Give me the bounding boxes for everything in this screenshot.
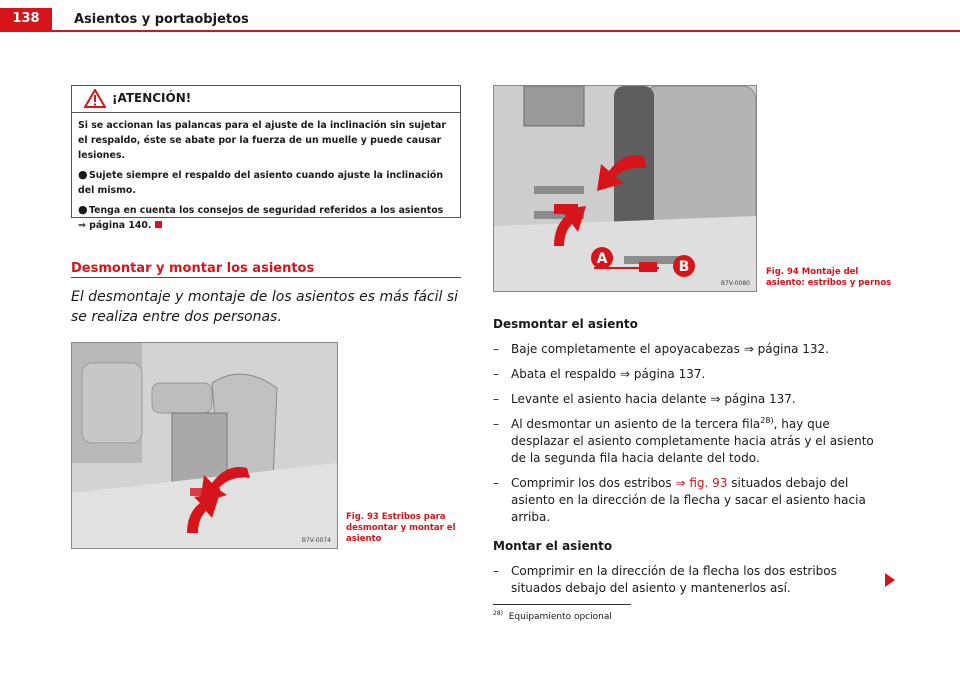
figure-93-caption: Fig. 93 Estribos para desmontar y montar el asiento: [346, 512, 456, 544]
end-marker-icon: [155, 221, 162, 228]
warning-header: [72, 86, 460, 113]
warning-paragraph: Si se accionan las palancas para el ajuste de la inclinación sin sujetar el respaldo, éste se abate por la fuerza de un muelle y puede causar lesiones.: [78, 120, 446, 161]
figure-code: B7V-0080: [720, 280, 750, 287]
instructions-column: [493, 316, 885, 605]
footnote: $^{28)}$ Equipamiento opcional: [493, 610, 612, 622]
seat-illustration: [72, 343, 337, 548]
remove-step: – Levante el asiento hacia delante ⇒ página 137.: [493, 392, 796, 406]
footnote-mark: 28): [760, 416, 774, 425]
continue-arrow-icon: [885, 573, 895, 587]
remove-step: – Abata el respaldo ⇒ página 137.: [493, 367, 706, 381]
figure-code: B7V-0074: [301, 537, 331, 544]
warning-page-ref[interactable]: página 140.: [89, 220, 152, 231]
figure-link[interactable]: fig. 93: [689, 476, 728, 490]
section-title: Desmontar y montar los asientos: [71, 261, 315, 276]
remove-heading: Desmontar el asiento: [493, 317, 638, 331]
bullet-icon: ●: [78, 168, 88, 181]
figure-94-caption: Fig. 94 Montaje del asiento: estribos y pernos: [766, 267, 892, 288]
page-ref[interactable]: página 132.: [757, 342, 830, 356]
install-step: – Comprimir en la dirección de la flecha los dos estribos situados debajo del asiento y mantenerlos así.: [493, 564, 837, 595]
page-number: 138: [0, 8, 52, 30]
warning-body: [78, 118, 455, 237]
arrow-icon: ⇒: [743, 342, 754, 356]
arrow-icon: ⇒: [78, 220, 86, 231]
remove-step: – Comprimir los dos estribos ⇒ fig. 93 situados debajo del asiento en la dirección de la flecha y sacar el asiento hacia arriba.: [493, 476, 866, 524]
figure-93-image: [71, 342, 338, 549]
warning-bullet: ●Tenga en cuenta los consejos de seguridad referidos a los asientos ⇒ página 140.: [78, 203, 444, 231]
label-a: A: [596, 251, 608, 267]
figure-94-image: [493, 85, 757, 292]
arrow-icon: ⇒: [675, 476, 686, 490]
section-intro: El desmontaje y montaje de los asientos es más fácil si se realiza entre dos personas.: [71, 289, 459, 325]
warning-box: [71, 85, 461, 231]
page-ref[interactable]: página 137.: [633, 367, 706, 381]
footnote-rule: [493, 604, 631, 605]
header-rule: [0, 30, 960, 32]
warning-title: ¡ATENCIÓN!: [112, 91, 192, 105]
chapter-title: Asientos y portaobjetos: [74, 12, 249, 27]
section-rule: [71, 277, 461, 278]
warning-triangle-icon: [84, 89, 106, 108]
label-b: B: [678, 259, 690, 275]
arrow-icon: ⇒: [710, 392, 721, 406]
arrow-icon: ⇒: [619, 367, 631, 381]
install-heading: Montar el asiento: [493, 539, 613, 553]
seat-mount-illustration: [494, 86, 756, 291]
remove-step: – Al desmontar un asiento de la tercera fila$^{28)}$, hay que desplazar el asiento completamente hacia atrás y el asiento de la segunda fila hacia delante del todo.: [493, 416, 874, 465]
bullet-icon: ●: [78, 203, 88, 216]
warning-bullet: ●Sujete siempre el respaldo del asiento cuando ajuste la inclinación del mismo.: [78, 168, 444, 196]
remove-step: – Baje completamente el apoyacabezas ⇒ página 132.: [493, 342, 830, 356]
page-ref[interactable]: página 137.: [724, 392, 796, 406]
